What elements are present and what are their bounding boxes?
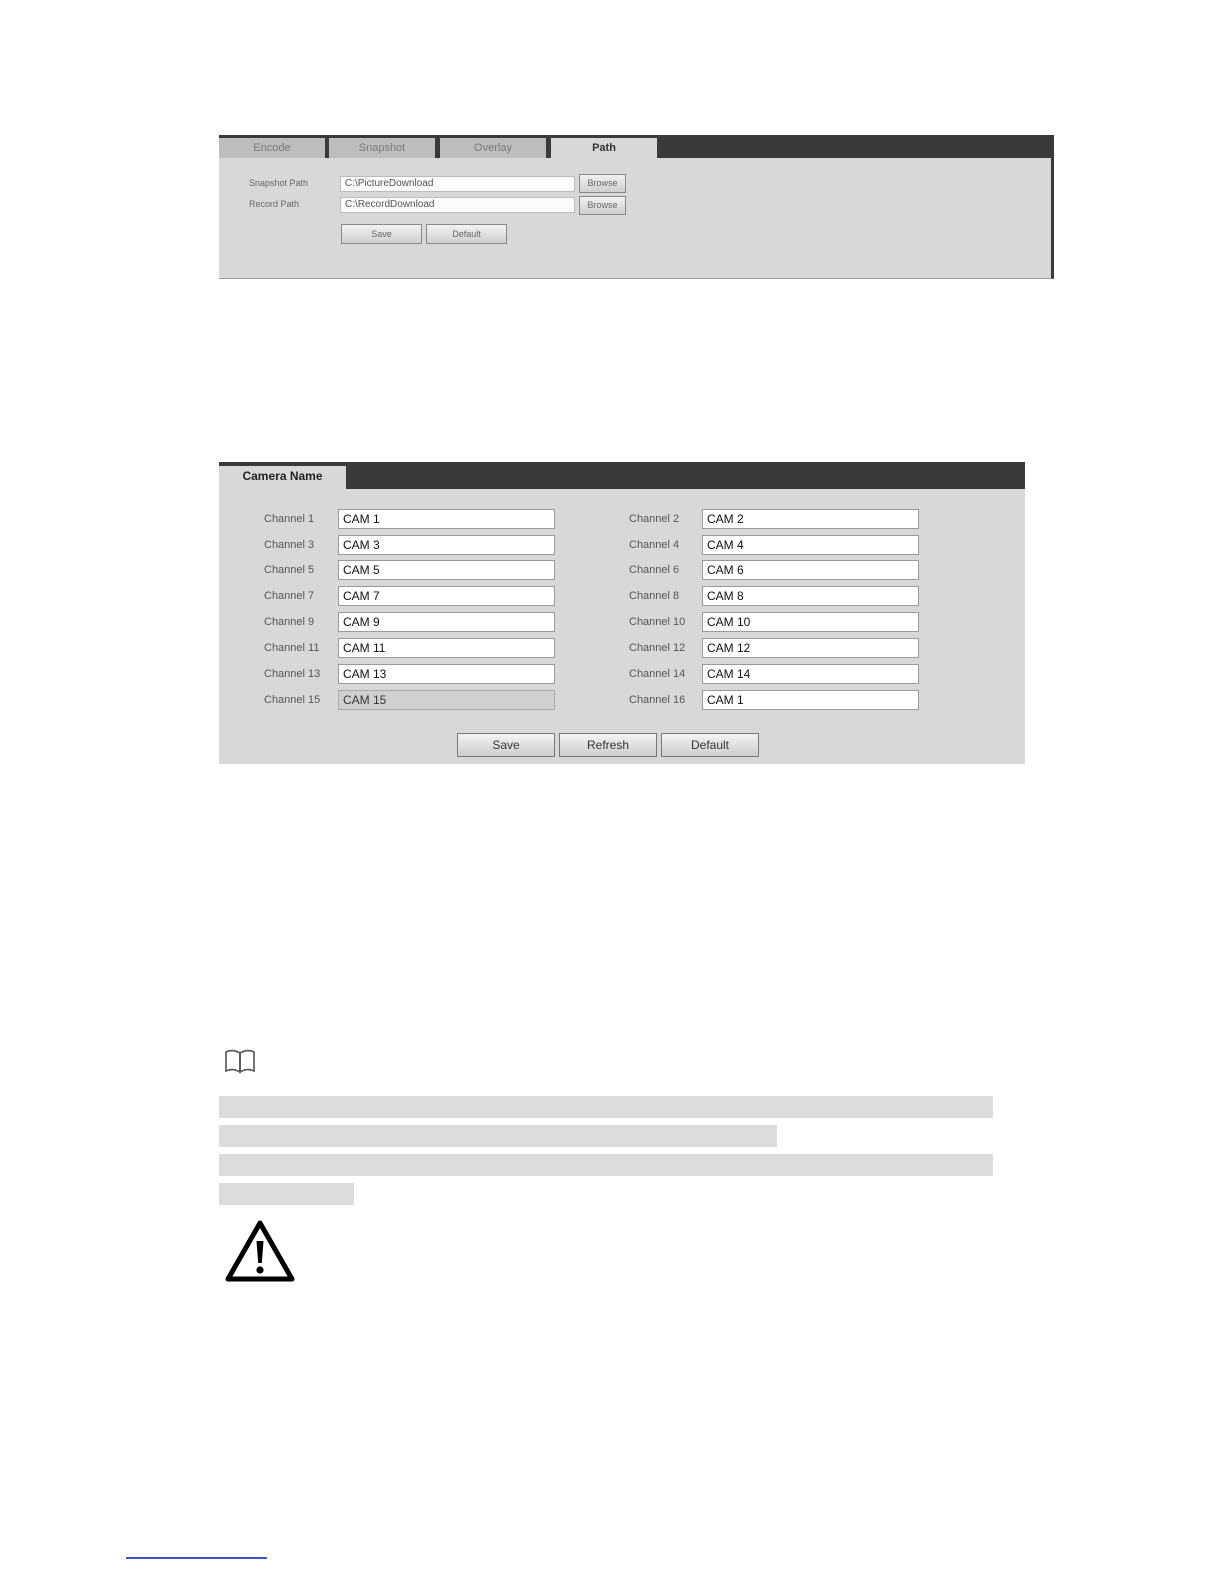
tab-overlay[interactable]: Overlay [440,138,546,158]
channel-4-label: Channel 4 [629,539,680,551]
footer-link-underline [126,1557,267,1559]
record-path-label: Record Path [249,199,300,209]
channel-6-label: Channel 6 [629,564,680,576]
channel-13-input[interactable]: CAM 13 [338,664,555,684]
channel-2-input[interactable]: CAM 2 [702,509,919,529]
camera-save-button[interactable]: Save [457,733,555,757]
camera-default-button[interactable]: Default [661,733,759,757]
channel-5-label: Channel 5 [264,564,315,576]
channel-13-label: Channel 13 [264,668,321,680]
record-path-input[interactable]: C:\RecordDownload [340,197,575,213]
channel-6-input[interactable]: CAM 6 [702,560,919,580]
channel-10-input[interactable]: CAM 10 [702,612,919,632]
channel-5-input[interactable]: CAM 5 [338,560,555,580]
tab-camera-name[interactable]: Camera Name [219,466,346,490]
snapshot-path-input[interactable]: C:\PictureDownload [340,176,575,192]
channel-15-input[interactable]: CAM 15 [338,690,555,710]
channel-8-input[interactable]: CAM 8 [702,586,919,606]
camera-tab-bar [219,462,1025,489]
snapshot-path-label: Snapshot Path [249,178,309,188]
redacted-line-2 [219,1125,777,1147]
snapshot-browse-button[interactable]: Browse [579,174,626,193]
path-tab-bar [219,135,1051,158]
warning-triangle-icon [224,1219,296,1283]
channel-8-label: Channel 8 [629,590,680,602]
channel-16-label: Channel 16 [629,694,686,706]
channel-3-label: Channel 3 [264,539,315,551]
redacted-line-1 [219,1096,993,1118]
channel-2-label: Channel 2 [629,513,680,525]
channel-11-input[interactable]: CAM 11 [338,638,555,658]
path-settings-panel [219,135,1054,279]
channel-14-input[interactable]: CAM 14 [702,664,919,684]
channel-7-input[interactable]: CAM 7 [338,586,555,606]
channel-14-label: Channel 14 [629,668,686,680]
channel-16-input[interactable]: CAM 1 [702,690,919,710]
tab-path[interactable]: Path [551,138,657,159]
channel-15-label: Channel 15 [264,694,321,706]
channel-10-label: Channel 10 [629,616,686,628]
channel-1-label: Channel 1 [264,513,315,525]
tab-encode[interactable]: Encode [219,138,325,158]
book-icon [224,1048,256,1076]
channel-9-label: Channel 9 [264,616,315,628]
channel-9-input[interactable]: CAM 9 [338,612,555,632]
channel-1-input[interactable]: CAM 1 [338,509,555,529]
channel-12-input[interactable]: CAM 12 [702,638,919,658]
tab-snapshot[interactable]: Snapshot [329,138,435,158]
channel-7-label: Channel 7 [264,590,315,602]
channel-12-label: Channel 12 [629,642,686,654]
channel-11-label: Channel 11 [264,642,320,654]
channel-3-input[interactable]: CAM 3 [338,535,555,555]
path-default-button[interactable]: Default [426,224,507,244]
record-browse-button[interactable]: Browse [579,196,626,215]
channel-4-input[interactable]: CAM 4 [702,535,919,555]
camera-refresh-button[interactable]: Refresh [559,733,657,757]
path-save-button[interactable]: Save [341,224,422,244]
camera-name-panel [219,462,1025,764]
redacted-line-4 [219,1183,354,1205]
redacted-line-3 [219,1154,993,1176]
